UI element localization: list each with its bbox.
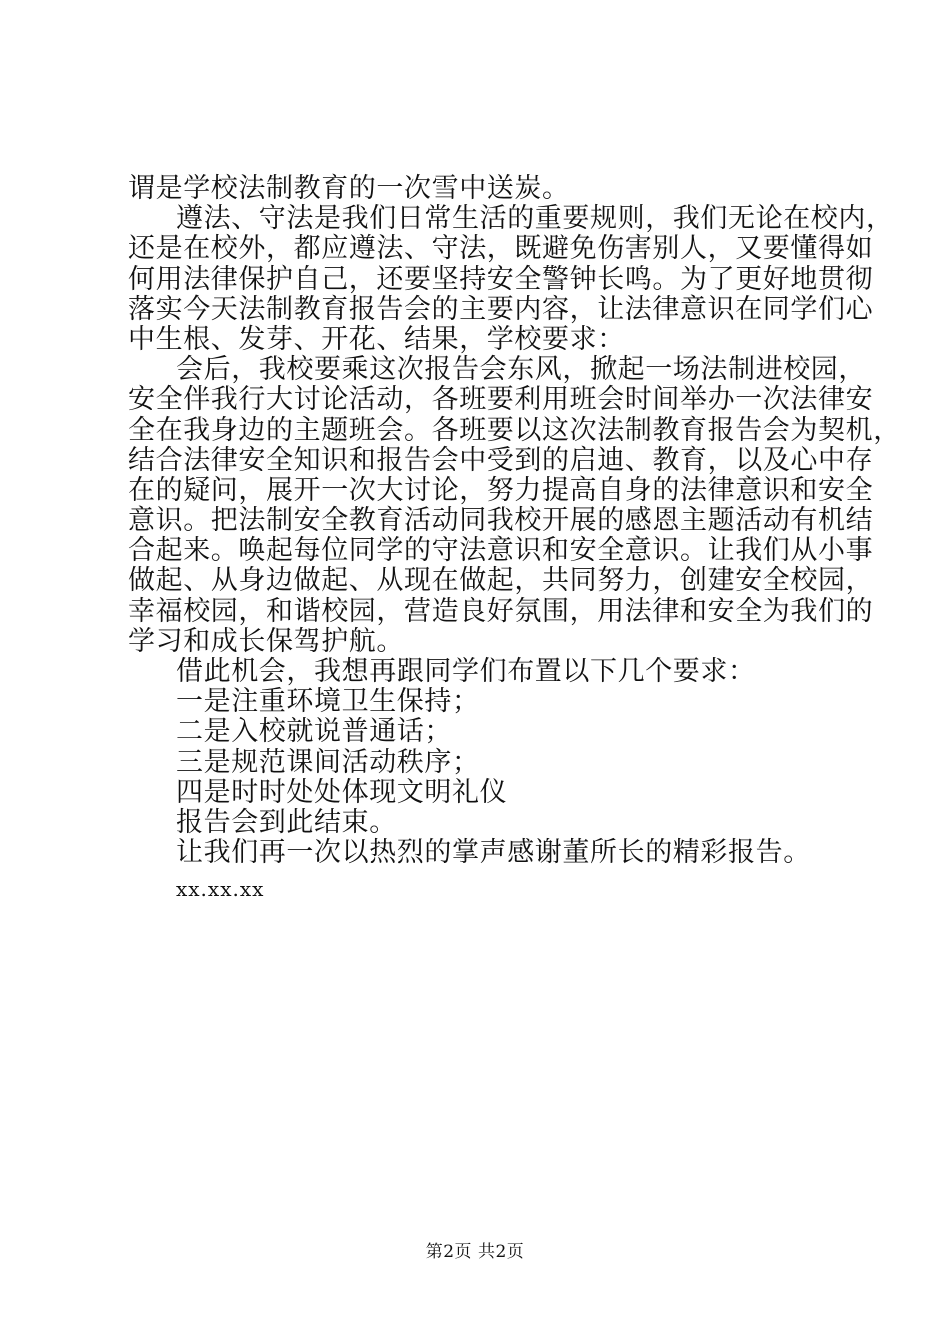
text-line: 谓是学校法制教育的一次雪中送炭。 [128, 173, 570, 204]
document-date: xx.xx.xx [176, 877, 265, 902]
text-line: 合起来。唤起每位同学的守法意识和安全意识。让我们从小事 [128, 535, 874, 567]
text-line: 落实今天法制教育报告会的主要内容，让法律意识在同学们心 [128, 293, 874, 325]
paragraph-start: 报告会到此结束。 [176, 806, 397, 838]
list-item: 三是规范课间活动秩序； [176, 746, 480, 778]
paragraph-start: 让我们再一次以热烈的掌声感谢董所长的精彩报告。 [176, 837, 811, 869]
text-line: 意识。把法制安全教育活动同我校开展的感恩主题活动有机结 [128, 505, 874, 537]
text-line: 全在我身边的主题班会。各班要以这次法制教育报告会为契机， [128, 414, 901, 446]
list-item: 二是入校就说普通话； [176, 716, 452, 748]
text-line: 还是在校外，都应遵法、守法，既避免伤害别人，又要懂得如 [128, 233, 874, 265]
page-number-footer: 第2页 共2页 [425, 1242, 525, 1262]
text-line: 中生根、发芽、开花、结果，学校要求： [128, 323, 625, 355]
list-item: 四是时时处处体现文明礼仪 [176, 776, 508, 808]
text-line: 安全伴我行大讨论活动，各班要利用班会时间举办一次法律安 [128, 384, 874, 416]
list-item: 一是注重环境卫生保持； [176, 686, 480, 718]
text-line: 在的疑问，展开一次大讨论，努力提高自身的法律意识和安全 [128, 474, 874, 506]
document-body [128, 173, 901, 905]
text-line: 幸福校园，和谐校园，营造良好氛围，用法律和安全为我们的 [128, 595, 874, 627]
text-line: 结合法律安全知识和报告会中受到的启迪、教育，以及心中存 [128, 444, 874, 476]
paragraph-start: 借此机会，我想再跟同学们布置以下几个要求： [176, 656, 756, 687]
paragraph-start: 遵法、守法是我们日常生活的重要规则，我们无论在校内， [176, 203, 894, 235]
text-line: 做起、从身边做起、从现在做起，共同努力，创建安全校园， [128, 565, 874, 597]
paragraph-start: 会后，我校要乘这次报告会东风，掀起一场法制进校园， [176, 354, 866, 386]
text-line: 学习和成长保驾护航。 [128, 625, 404, 657]
text-line: 何用法律保护自己，还要坚持安全警钟长鸣。为了更好地贯彻 [128, 263, 874, 295]
